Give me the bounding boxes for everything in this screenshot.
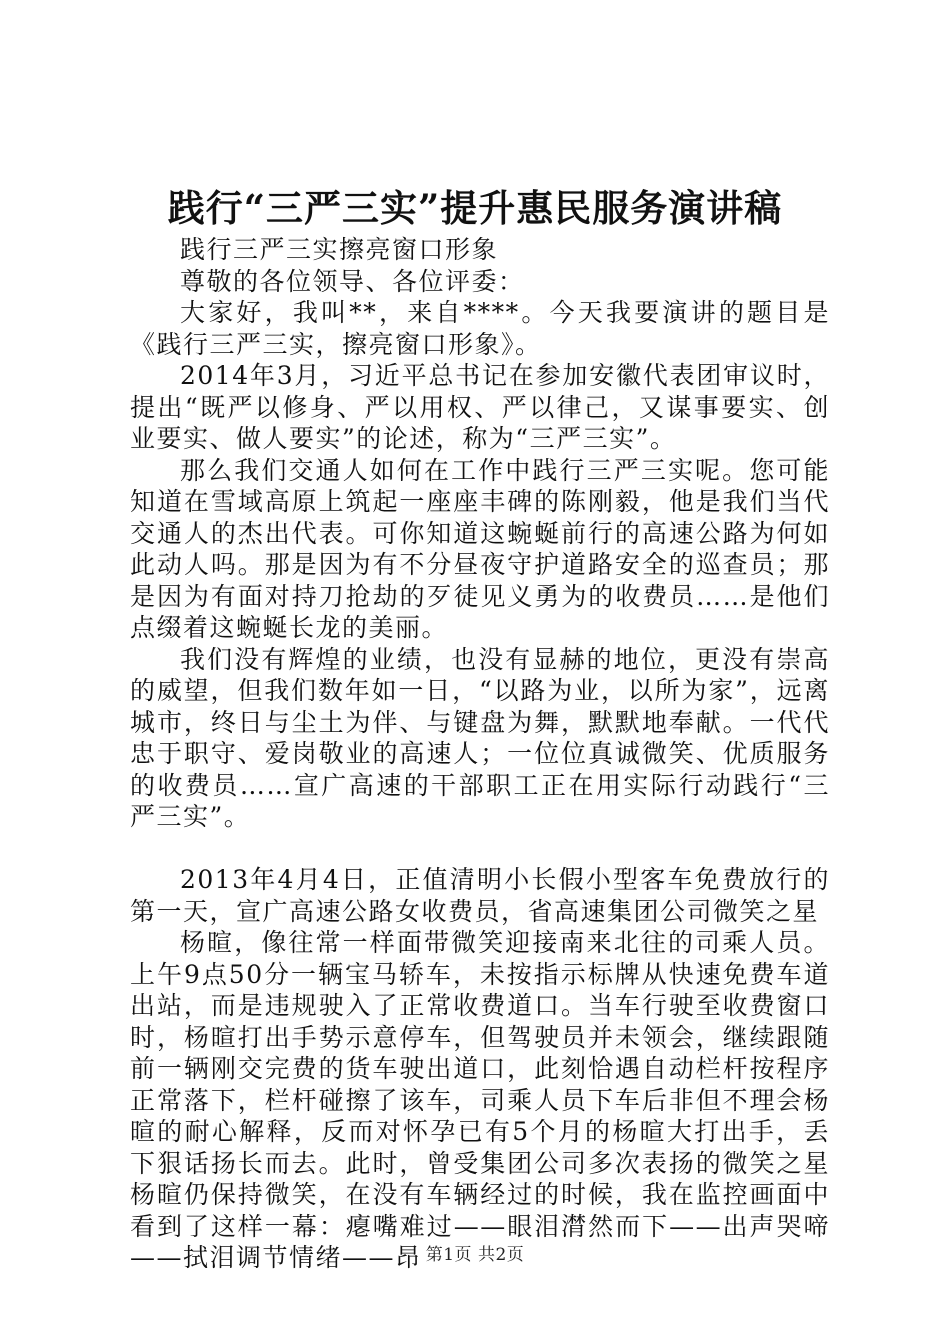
paragraph-salutation: 尊敬的各位领导、各位评委： (180, 266, 525, 296)
document-body (130, 234, 830, 1274)
paragraph-2013-event: 2013年4月4日，正值清明小长假小型客车免费放行的第一天，宣广高速公路女收费员，省高速集团公司微笑之星 (130, 865, 830, 926)
paragraph-intro: 大家好，我叫**，来自****。今天我要演讲的题目是《践行三严三实，擦亮窗口形象》。 (130, 298, 830, 359)
paragraph-yang-xuan: 杨暄，像往常一样面带微笑迎接南来北往的司乘人员。上午9点50分一辆宝马轿车，未按指示标牌从快速免费车道出站，而是违规驶入了正常收费道口。当车行驶至收费窗口时，杨暄打出手势示意停车，但驾驶员并未领会，继续跟随前一辆刚交完费的货车驶出道口，此刻恰遇自动栏杆按程序正常落下，栏杆碰擦了该车，司乘人员下车后非但不理会杨暄的耐心解释，反而对怀孕已有5个月的杨暄大打出手，丢下狠话扬长而去。此时，曾受集团公司多次表扬的微笑之星杨暄仍保持微笑，在没有车辆经过的时候，我在监控画面中看到了这样一幕：瘪嘴难过——眼泪潸然而下——出声哭啼——拭泪调节情绪——昂 (130, 928, 830, 1272)
paragraph-three-stricts: 2014年3月，习近平总书记在参加安徽代表团审议时，提出“既严以修身、严以用权、严以律己，又谋事要实、创业要实、做人要实”的论述，称为“三严三实”。 (130, 361, 830, 453)
page-footer: 第1页 共2页 (425, 1245, 525, 1265)
paragraph-subtitle: 践行三严三实擦亮窗口形象 (180, 235, 499, 264)
paragraph-transport-people: 那么我们交通人如何在工作中践行三严三实呢。您可能知道在雪域高原上筑起一座座丰碑的陈刚毅，他是我们当代交通人的杰出代表。可你知道这蜿蜒前行的高速公路为何如此动人吗。那是因为有不分昼夜守护道路安全的巡查员；那是因为有面对持刀抢劫的歹徒见义勇为的收费员……是他们点缀着这蜿蜒长龙的美丽。 (130, 455, 830, 642)
paragraph-dedication: 我们没有辉煌的业绩，也没有显赫的地位，更没有崇高的威望，但我们数年如一日，“以路为业，以所为家”，远离城市，终日与尘土为伴、与键盘为舞，默默地奉献。一代代忠于职守、爱岗敬业的高速人；一位位真诚微笑、优质服务的收费员……宣广高速的干部职工正在用实际行动践行“三严三实”。 (130, 644, 830, 831)
document-title: 践行“三严三实”提升惠民服务演讲稿 (167, 186, 783, 230)
